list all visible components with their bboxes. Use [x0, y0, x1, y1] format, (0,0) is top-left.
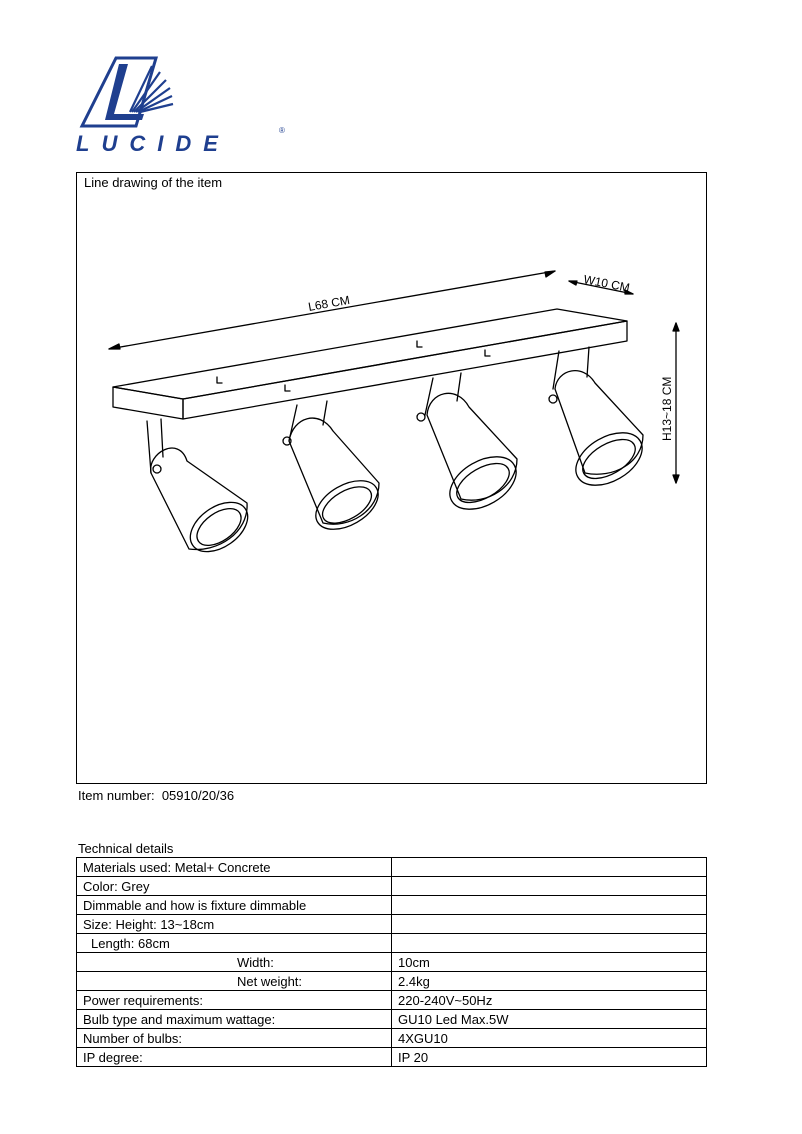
spec-label: Size: Height: 13~18cm [77, 915, 392, 934]
spec-label: Materials used: Metal+ Concrete [77, 858, 392, 877]
spec-label: Net weight: [77, 972, 392, 991]
length-dimension-line [109, 271, 555, 349]
table-row [77, 1048, 707, 1067]
spotlight-2 [283, 401, 386, 539]
item-number [78, 788, 234, 803]
spotlight-3 [417, 373, 525, 520]
height-label: H13~18 CM [660, 376, 674, 441]
length-label: L68 CM [307, 292, 351, 314]
table-row [77, 972, 707, 991]
spec-value [392, 896, 707, 915]
spec-label: Length: 68cm [77, 934, 392, 953]
item-number-label: Item number: [78, 788, 155, 803]
brand-name: LUCIDE [76, 131, 230, 156]
spec-label: Width: [77, 953, 392, 972]
technical-details-title: Technical details [78, 841, 174, 856]
drawing-caption: Line drawing of the item [84, 175, 223, 190]
technical-details-table [76, 857, 707, 1067]
spec-label: IP degree: [77, 1048, 392, 1067]
spec-label: Dimmable and how is fixture dimmable [77, 896, 392, 915]
spec-label: Bulb type and maximum wattage: [77, 1010, 392, 1029]
width-label: W10 CM [582, 272, 631, 295]
logo-mark-icon [74, 54, 204, 134]
registered-mark: ® [279, 126, 285, 135]
table-row [77, 896, 707, 915]
spec-label: Color: Grey [77, 877, 392, 896]
spec-value [392, 934, 707, 953]
spotlight-4 [549, 347, 651, 496]
spec-value [392, 858, 707, 877]
table-row [77, 915, 707, 934]
spec-value: GU10 Led Max.5W [392, 1010, 707, 1029]
spec-label: Number of bulbs: [77, 1029, 392, 1048]
spec-value: 220-240V~50Hz [392, 991, 707, 1010]
spec-value: IP 20 [392, 1048, 707, 1067]
spec-value: 10cm [392, 953, 707, 972]
table-row [77, 953, 707, 972]
spec-value: 2.4kg [392, 972, 707, 991]
table-row [77, 1029, 707, 1048]
table-row [77, 1010, 707, 1029]
spec-value [392, 915, 707, 934]
mounting-bar [113, 309, 627, 419]
spec-value [392, 877, 707, 896]
item-number-value: 05910/20/36 [161, 788, 235, 803]
fixture-line-drawing [77, 173, 706, 783]
line-drawing-panel [76, 172, 707, 784]
table-row [77, 991, 707, 1010]
brand-logo [74, 54, 285, 164]
table-row [77, 877, 707, 896]
table-row [77, 934, 707, 953]
spec-label: Power requirements: [77, 991, 392, 1010]
spec-value: 4XGU10 [392, 1029, 707, 1048]
table-row [77, 858, 707, 877]
spotlight-1 [147, 419, 257, 562]
